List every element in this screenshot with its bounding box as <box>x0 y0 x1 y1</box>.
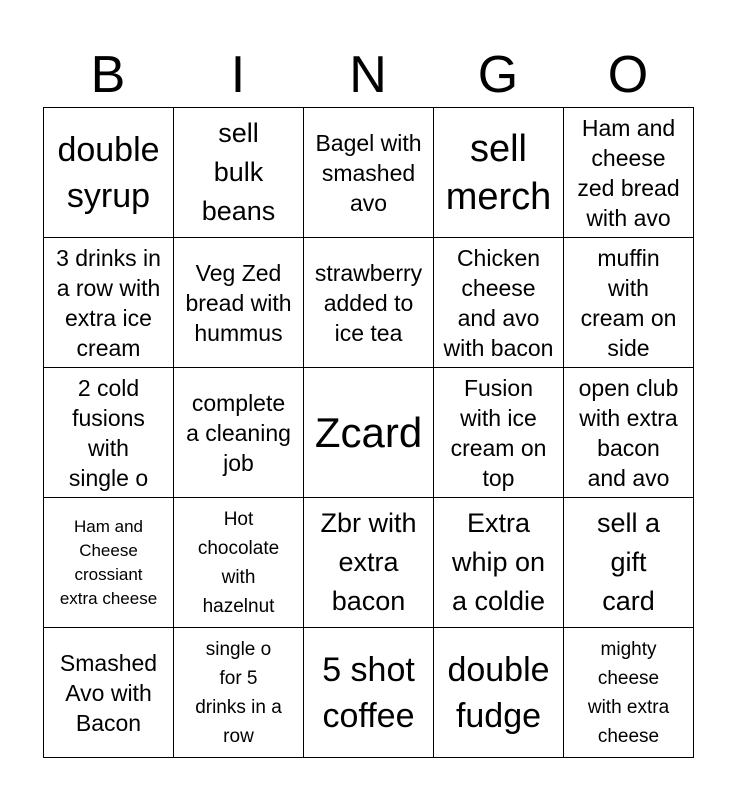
header-letter-g: G <box>477 46 519 104</box>
bingo-cell[interactable] <box>434 368 564 498</box>
header-letter-b: B <box>90 46 126 104</box>
bingo-board <box>43 107 694 758</box>
bingo-cell[interactable] <box>44 628 174 758</box>
bingo-cell[interactable] <box>304 238 434 368</box>
bingo-cell-free[interactable] <box>304 368 434 498</box>
bingo-cell-text: double fudge <box>447 650 550 735</box>
bingo-cell[interactable] <box>174 498 304 628</box>
bingo-cell-text: sell a gift card <box>596 508 661 616</box>
bingo-cell[interactable] <box>434 108 564 238</box>
bingo-cell[interactable] <box>304 108 434 238</box>
bingo-cell-text: Hot chocolate with hazelnut <box>197 508 280 617</box>
bingo-cell-text: Smashed Avo with Bacon <box>59 649 158 736</box>
bingo-cell[interactable] <box>434 628 564 758</box>
bingo-cell[interactable] <box>44 368 174 498</box>
bingo-cell-text: mighty cheese with extra cheese <box>587 638 670 747</box>
header-letter-o: O <box>607 46 649 104</box>
bingo-cell-text: muffin with cream on side <box>580 244 677 361</box>
bingo-cell[interactable] <box>564 628 694 758</box>
header-letter-i: I <box>230 46 246 104</box>
bingo-cell[interactable] <box>304 498 434 628</box>
bingo-cell-text: Ham and cheese zed bread with avo <box>577 114 680 231</box>
bingo-cell-text: double syrup <box>57 130 160 215</box>
bingo-cell-text: 3 drinks in a row with extra ice cream <box>56 244 161 361</box>
bingo-cell[interactable] <box>564 368 694 498</box>
header-letter-n: N <box>349 46 387 104</box>
bingo-cell[interactable] <box>434 498 564 628</box>
bingo-cell-text: Zcard <box>314 408 423 456</box>
bingo-cell[interactable] <box>174 628 304 758</box>
bingo-cell[interactable] <box>304 628 434 758</box>
bingo-cell[interactable] <box>174 108 304 238</box>
bingo-cell-text: open club with extra bacon and avo <box>578 374 679 491</box>
bingo-cell-text: Veg Zed bread with hummus <box>185 259 292 346</box>
bingo-cell[interactable] <box>564 108 694 238</box>
bingo-header <box>43 44 693 106</box>
bingo-cell-text: Zbr with extra bacon <box>320 508 417 616</box>
bingo-cell[interactable] <box>44 108 174 238</box>
bingo-cell-text: Fusion with ice cream on top <box>450 374 547 491</box>
bingo-cell-text: Bagel with smashed avo <box>315 129 422 216</box>
bingo-cell-text: Extra whip on a coldie <box>451 508 546 616</box>
bingo-cell-text: single o for 5 drinks in a row <box>195 638 282 747</box>
bingo-cell[interactable] <box>44 238 174 368</box>
bingo-cell-text: 2 cold fusions with single o <box>68 374 149 491</box>
bingo-cell-text: sell merch <box>445 127 552 218</box>
bingo-cell[interactable] <box>564 498 694 628</box>
bingo-cell[interactable] <box>564 238 694 368</box>
bingo-cell-text: Ham and Cheese crossiant extra cheese <box>59 516 158 608</box>
bingo-cell[interactable] <box>44 498 174 628</box>
bingo-cell-text: Chicken cheese and avo with bacon <box>443 244 554 361</box>
bingo-cell-text: complete a cleaning job <box>186 389 291 476</box>
bingo-cell-text: sell bulk beans <box>201 118 276 226</box>
bingo-cell[interactable] <box>174 368 304 498</box>
bingo-cell[interactable] <box>434 238 564 368</box>
bingo-cell-text: strawberry added to ice tea <box>314 259 423 346</box>
bingo-cell-text: 5 shot coffee <box>322 650 415 735</box>
bingo-cell[interactable] <box>174 238 304 368</box>
